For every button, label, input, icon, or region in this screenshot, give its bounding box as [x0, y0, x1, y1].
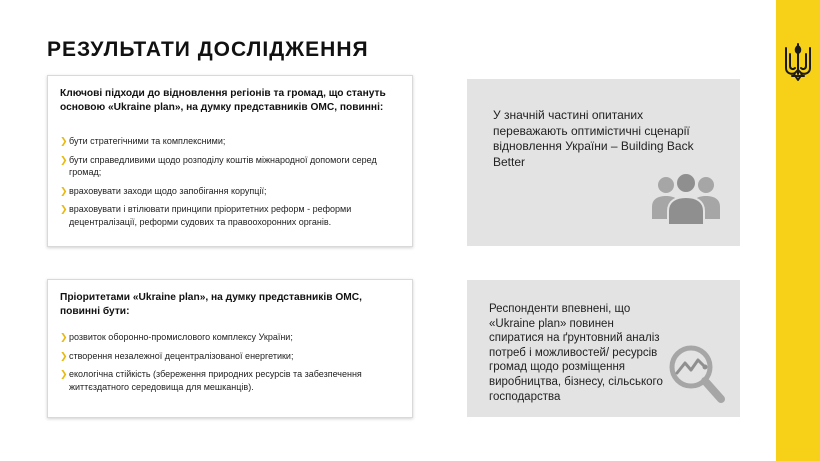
key-approaches-box: [47, 75, 413, 247]
trident-emblem-icon: [782, 40, 814, 84]
chevron-right-icon: ❯: [60, 369, 68, 379]
chevron-right-icon: ❯: [60, 154, 68, 165]
page-title: РЕЗУЛЬТАТИ ДОСЛІДЖЕННЯ: [47, 38, 369, 61]
analysis-panel: [467, 280, 740, 417]
accent-stripe: [776, 0, 820, 461]
chevron-right-icon: ❯: [60, 204, 68, 214]
list-item: [60, 154, 402, 179]
optimism-panel: [467, 79, 740, 246]
analysis-text: Респонденти впевнені, що «Ukraine plan» повинен спиратися на ґрунтовний аналіз потреб і можливостей/ ресурсів громад щодо розміщення виробництва, бізнесу, сільського господарства: [489, 303, 663, 403]
search-chart-icon: [667, 343, 727, 405]
priorities-heading: Пріоритетами «Ukraine plan», на думку представників ОМС, повинні бути:: [60, 292, 362, 317]
list-item-text: розвиток оборонно-промислового комплексу України;: [69, 332, 293, 342]
list-item: [60, 331, 402, 344]
list-item-text: враховувати заходи щодо запобігання корупції;: [69, 185, 267, 196]
people-group-icon: [650, 169, 722, 225]
list-item: [60, 368, 402, 393]
key-approaches-list: [48, 135, 412, 228]
chevron-right-icon: ❯: [60, 332, 68, 342]
list-item-text: бути справедливими щодо розподілу коштів міжнародної допомоги серед громад;: [69, 154, 377, 177]
list-item-text: екологічна стійкість (збереження природних ресурсів та забезпечення життєздатного середовища для мешканців).: [69, 369, 362, 392]
chevron-right-icon: ❯: [60, 136, 68, 146]
list-item-text: враховувати і втілювати принципи пріоритетних реформ - реформи децентралізації, реформи судових та правоохоронних органів.: [69, 204, 352, 227]
list-item: [60, 135, 402, 148]
list-item-text: створення незалежної децентралізованої енергетики;: [69, 350, 294, 361]
list-item: [60, 350, 402, 363]
chevron-right-icon: ❯: [60, 185, 68, 196]
chevron-right-icon: ❯: [60, 350, 68, 361]
list-item: [60, 185, 402, 198]
list-item: [60, 203, 402, 228]
priorities-list: [48, 331, 412, 393]
list-item-text: бути стратегічними та комплексними;: [69, 136, 226, 146]
priorities-box: [47, 279, 413, 418]
key-approaches-heading: Ключові підходи до відновлення регіонів та громад, що стануть основою «Ukraine plan», на думку представників ОМС, повинні:: [60, 88, 386, 113]
optimism-text: У значній частині опитаних переважають оптимістичні сценарії відновлення України – Building Back Better: [493, 108, 694, 169]
